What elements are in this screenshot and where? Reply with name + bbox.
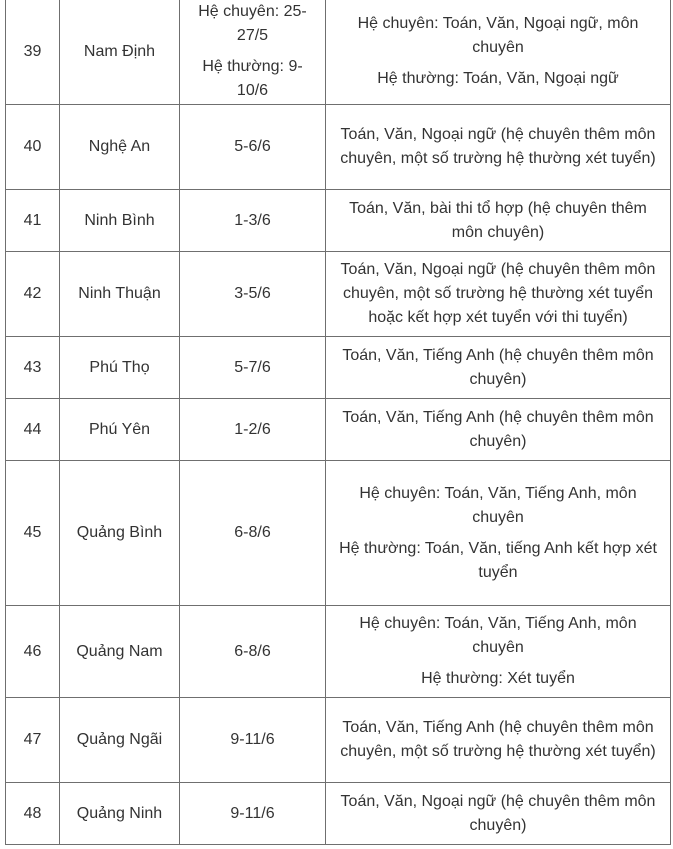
exam-subjects <box>326 698 671 783</box>
exam-date-line: 5-6/6 <box>234 138 271 155</box>
province-name: Quảng Ngãi <box>60 698 180 783</box>
subjects-line: Hệ thường: Toán, Văn, Ngoại ngữ <box>377 70 619 87</box>
province-name: Ninh Thuận <box>60 252 180 337</box>
exam-dates <box>180 399 326 461</box>
province-name: Phú Thọ <box>60 337 180 399</box>
exam-subjects <box>326 190 671 252</box>
table-row <box>6 399 671 461</box>
subjects-line: Toán, Văn, bài thi tổ hợp (hệ chuyên thêm môn chuyên) <box>349 199 647 241</box>
subjects-line: Toán, Văn, Tiếng Anh (hệ chuyên thêm môn chuyên) <box>342 408 654 450</box>
exam-date-line: 3-5/6 <box>234 285 271 302</box>
subjects-line: Hệ chuyên: Toán, Văn, Ngoại ngữ, môn chuyên <box>357 15 639 56</box>
province-name: Quảng Ninh <box>60 783 180 845</box>
exam-subjects <box>326 0 671 105</box>
table-row <box>6 105 671 190</box>
exam-date-line: 9-11/6 <box>230 804 275 822</box>
row-number: 39 <box>6 0 60 105</box>
exam-dates <box>180 461 326 606</box>
row-number: 41 <box>6 190 60 252</box>
province-name: Phú Yên <box>60 399 180 461</box>
exam-date-line: 9-11/6 <box>230 731 275 748</box>
exam-dates <box>180 337 326 399</box>
exam-dates <box>180 698 326 783</box>
row-number: 42 <box>6 252 60 337</box>
table-row <box>6 252 671 337</box>
row-number: 47 <box>6 698 60 783</box>
exam-dates <box>180 0 326 105</box>
province-name: Ninh Bình <box>60 190 180 252</box>
exam-subjects <box>326 783 671 845</box>
subjects-line: Toán, Văn, Ngoại ngữ (hệ chuyên thêm môn chuyên, một số trường hệ thường xét tuyển hoặc kết hợp xét tuyển với thi tuyển) <box>340 261 656 326</box>
table-row <box>6 337 671 399</box>
exam-date-line: 6-8/6 <box>234 524 271 541</box>
exam-date-line: 1-3/6 <box>234 211 271 229</box>
subjects-line: Toán, Văn, Tiếng Anh (hệ chuyên thêm môn chuyên, một số trường hệ thường xét tuyển) <box>340 719 656 760</box>
province-name: Nam Định <box>60 0 180 105</box>
province-name: Quảng Bình <box>60 461 180 606</box>
province-name: Nghệ An <box>60 105 180 190</box>
row-number: 48 <box>6 783 60 845</box>
exam-dates <box>180 606 326 698</box>
subjects-line: Hệ thường: Xét tuyển <box>421 670 575 687</box>
exam-dates <box>180 252 326 337</box>
row-number: 40 <box>6 105 60 190</box>
exam-date-line: 5-7/6 <box>234 358 271 376</box>
exam-subjects <box>326 606 671 698</box>
table-row <box>6 190 671 252</box>
table-row <box>6 698 671 783</box>
exam-subjects <box>326 337 671 399</box>
subjects-line: Hệ thường: Toán, Văn, tiếng Anh kết hợp xét tuyển <box>339 539 657 581</box>
table-row <box>6 606 671 698</box>
subjects-line: Toán, Văn, Ngoại ngữ (hệ chuyên thêm môn chuyên, một số trường hệ thường xét tuyển) <box>340 126 656 167</box>
row-number: 43 <box>6 337 60 399</box>
exam-subjects <box>326 461 671 606</box>
subjects-line: Toán, Văn, Ngoại ngữ (hệ chuyên thêm môn chuyên) <box>340 792 656 834</box>
table-row <box>6 783 671 845</box>
table-row <box>6 0 671 105</box>
exam-dates <box>180 190 326 252</box>
exam-subjects <box>326 252 671 337</box>
exam-subjects <box>326 105 671 190</box>
row-number: 44 <box>6 399 60 461</box>
province-name: Quảng Nam <box>60 606 180 698</box>
row-number: 45 <box>6 461 60 606</box>
exam-subjects <box>326 399 671 461</box>
exam-dates <box>180 783 326 845</box>
exam-schedule-table <box>5 0 671 845</box>
exam-date-line: 6-8/6 <box>234 642 271 660</box>
subjects-line: Hệ chuyên: Toán, Văn, Tiếng Anh, môn chuyên <box>359 615 637 656</box>
exam-date-line: 1-2/6 <box>234 420 271 438</box>
subjects-line: Hệ chuyên: Toán, Văn, Tiếng Anh, môn chuyên <box>359 484 637 526</box>
exam-dates <box>180 105 326 190</box>
subjects-line: Toán, Văn, Tiếng Anh (hệ chuyên thêm môn chuyên) <box>342 346 654 388</box>
row-number: 46 <box>6 606 60 698</box>
exam-date-line: Hệ chuyên: 25-27/5 <box>198 3 307 44</box>
exam-date-line: Hệ thường: 9-10/6 <box>202 58 303 99</box>
table-row <box>6 461 671 606</box>
